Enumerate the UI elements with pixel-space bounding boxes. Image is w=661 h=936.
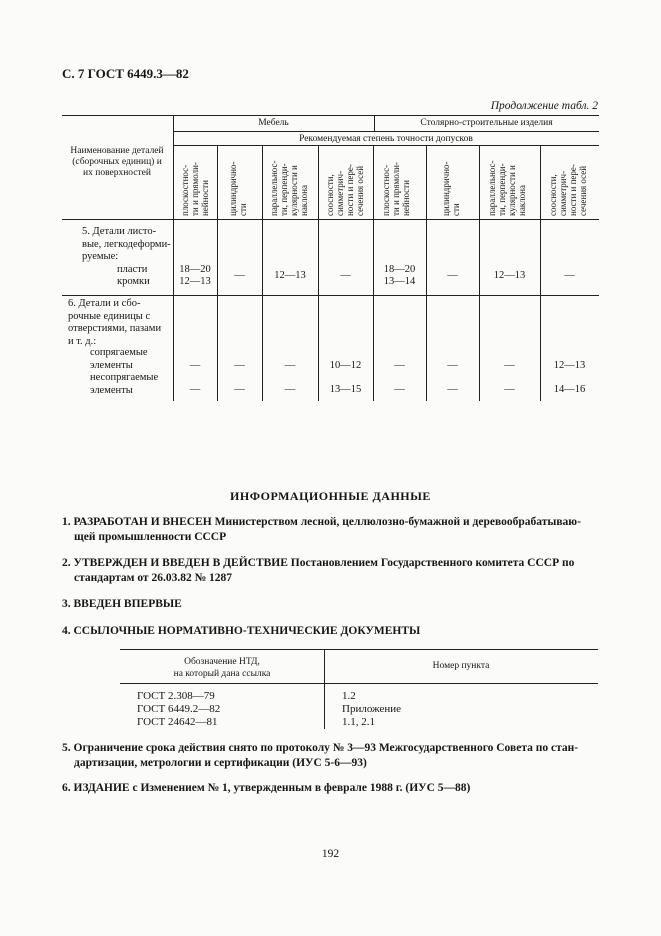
- row-sublabel: пласти: [117, 264, 148, 275]
- row-sublabel: сопрягаемые элементы: [90, 347, 148, 371]
- tolerance-subheader: Рекомендуемая степень точности допусков: [299, 134, 473, 144]
- page-number: 192: [321, 848, 340, 860]
- table-cell: 18—20: [383, 264, 416, 275]
- column-header: параллельнос- ти, перпенди- кулярности и наклона: [487, 160, 527, 216]
- table-cell: —: [189, 360, 201, 371]
- ref-header-right: Номер пункта: [432, 661, 490, 671]
- row-label: 5. Детали листо- вые, легкодеформи- руемые:: [82, 226, 171, 262]
- table-cell: 10—12: [329, 360, 362, 371]
- ref-header-left: Обозначение НТД, на который дана ссылка: [173, 657, 271, 679]
- table-cell: —: [394, 360, 405, 371]
- info-item-1: [62, 515, 602, 545]
- info-item-2-line1: 2. УТВЕРЖДЕН И ВВЕДЕН В ДЕЙСТВИЕ Постановлением Государственного комитета СССР по: [62, 557, 575, 569]
- table-cell: —: [284, 360, 296, 371]
- table-cell: 14—16: [553, 384, 586, 395]
- table-cell: 13—14: [383, 276, 416, 287]
- ref-clauses: 1.2 Приложение 1.1, 2.1: [342, 690, 402, 728]
- table-cell: —: [504, 360, 515, 371]
- row-sublabel: несопрягаемые элементы: [90, 372, 159, 396]
- table-cell: —: [189, 384, 201, 395]
- table-group-rule: [173, 131, 599, 132]
- info-title: ИНФОРМАЦИОННЫЕ ДАННЫЕ: [230, 489, 431, 503]
- table-cell: —: [284, 384, 296, 395]
- info-item-4: 4. ССЫЛОЧНЫЕ НОРМАТИВНО-ТЕХНИЧЕСКИЕ ДОКУМЕНТЫ: [62, 625, 421, 637]
- table-row-separator: [62, 295, 599, 296]
- group-header-furniture: Мебель: [258, 118, 289, 128]
- column-header: плоскостнос- ти и прямоли- нейности: [180, 162, 210, 216]
- info-item-2-line2: стандартам от 26.03.82 № 1287: [74, 572, 233, 584]
- info-item-1-line2: щей промышленности СССР: [74, 531, 227, 543]
- column-header: цилиндрично- сти: [441, 161, 461, 216]
- group-header-joinery: Столярно-строительные изделия: [420, 118, 553, 128]
- table-cell: —: [394, 384, 405, 395]
- table-continuation-label: Продолжение табл. 2: [490, 100, 598, 112]
- table-top-rule: [62, 115, 599, 116]
- info-item-5: [62, 741, 602, 771]
- info-item-5-line1: 5. Ограничение срока действия снято по протоколу № 3—93 Межгосударственного Совета по стан-: [62, 742, 579, 754]
- table-cell: —: [447, 384, 458, 395]
- row-label: 6. Детали и сбо- рочные единицы с отверстиями, пазами и т. д.:: [68, 298, 162, 347]
- table-subheader-rule: [173, 145, 599, 146]
- table-cell: —: [234, 360, 245, 371]
- ref-table-top-rule: [120, 649, 598, 650]
- info-item-6: 6. ИЗДАНИЕ с Изменением № 1, утвержденным в феврале 1988 г. (ИУС 5—88): [62, 782, 471, 794]
- table-cell: —: [504, 384, 515, 395]
- column-header: параллельнос- ти, перпенди- кулярности и наклона: [269, 160, 309, 216]
- table-cell: 12—13: [179, 276, 211, 287]
- info-item-3: 3. ВВЕДЕН ВПЕРВЫЕ: [62, 598, 182, 610]
- table-header-bottom-rule: [62, 219, 599, 220]
- table-cell: 12—13: [274, 270, 306, 281]
- info-item-2: [62, 556, 602, 586]
- info-item-1-line1: 1. РАЗРАБОТАН И ВНЕСЕН Министерством лесной, целлюлозно-бумажной и деревообрабатываю-: [62, 516, 581, 528]
- column-header: соосности, симметрич- ности и пере- сечения осей: [325, 164, 365, 216]
- table-cell: —: [447, 360, 458, 371]
- column-header: цилиндрично- сти: [228, 161, 248, 216]
- table-cell: 12—13: [553, 360, 586, 371]
- column-header: соосности, симметрич- ности и пере- сечения осей: [548, 164, 588, 216]
- table-cell: 12—13: [493, 270, 526, 281]
- table-cell: —: [564, 270, 575, 281]
- first-column-header: Наименование деталей (сборочных единиц) и их поверхностей: [70, 146, 164, 178]
- table-cell: 18—20: [179, 264, 211, 275]
- table-cell: —: [340, 270, 351, 281]
- page-header: С. 7 ГОСТ 6449.3—82: [62, 66, 189, 81]
- column-header: плоскостнос- ти и прямоли- нейности: [381, 162, 411, 216]
- table-cell: 13—15: [329, 384, 362, 395]
- table-vline: [173, 115, 174, 401]
- ref-documents: ГОСТ 2.308—79 ГОСТ 6449.2—82 ГОСТ 24642—81: [137, 690, 221, 728]
- table-cell: —: [234, 270, 245, 281]
- row-sublabel: кромки: [117, 276, 150, 287]
- ref-table-header-rule: [120, 683, 598, 684]
- info-item-5-line2: дартизации, метрологии и сертификации (ИУС 5-6—93): [74, 757, 367, 769]
- table-cell: —: [234, 384, 245, 395]
- table-cell: —: [447, 270, 458, 281]
